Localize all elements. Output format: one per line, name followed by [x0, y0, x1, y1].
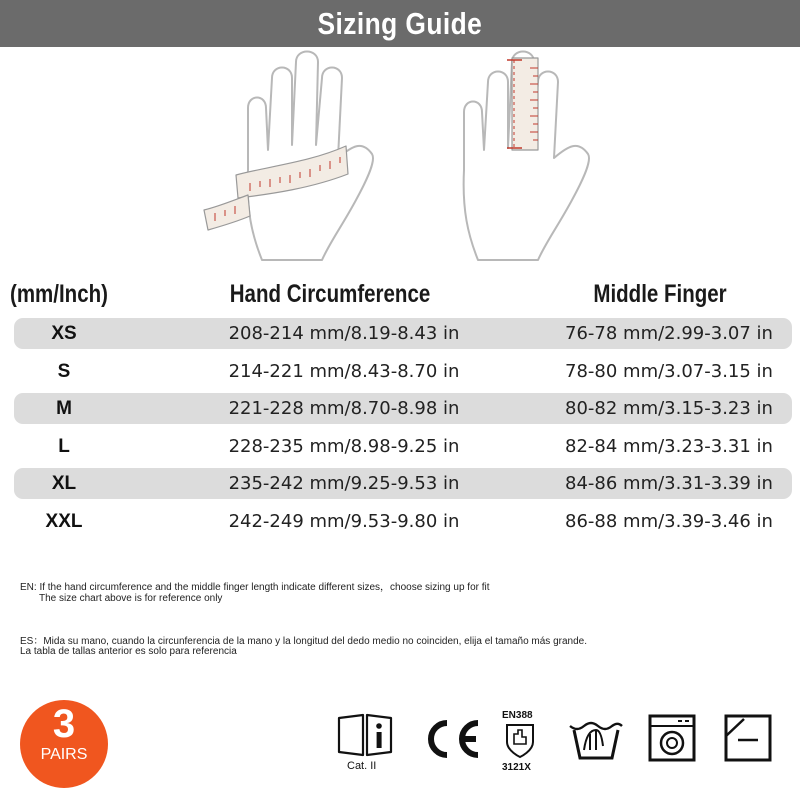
middle-finger-illustration: [464, 52, 589, 261]
title-bar: [0, 0, 800, 47]
hand-wash-icon: [568, 716, 624, 760]
instructions-info-icon: [336, 712, 394, 758]
size-label: S: [57, 361, 71, 382]
washing-machine-icon: [648, 714, 696, 762]
note-en-line2: The size chart above is for reference only: [39, 593, 223, 604]
table-row: [14, 393, 792, 424]
size-label: XS: [51, 323, 77, 344]
pairs-count: 3: [52, 702, 76, 746]
en-standard-label: EN388: [502, 710, 533, 721]
finger-value: 78-80 mm/3.07-3.15 in: [565, 361, 773, 382]
hand-value: 235-242 mm/9.25-9.53 in: [228, 473, 460, 494]
tumble-dry-icon: [724, 714, 772, 762]
hand-value: 228-235 mm/8.98-9.25 in: [228, 436, 460, 457]
header-hand-circumference: Hand Circumference: [229, 280, 431, 308]
ce-mark-icon: [418, 716, 484, 762]
finger-value: 84-86 mm/3.31-3.39 in: [565, 473, 773, 494]
table-row: [14, 468, 792, 499]
page-title: Sizing Guide: [317, 5, 483, 41]
note-es-line1: ES：Mida su mano, cuando la circunferencia de la mano y la longitud del dedo medio no coinciden, elija el tamaño más grande.: [20, 636, 588, 647]
en388-shield-icon: [504, 722, 536, 760]
hand-value: 242-249 mm/9.53-9.80 in: [228, 511, 460, 532]
cat-label: Cat. II: [347, 760, 377, 772]
size-label: L: [58, 436, 70, 457]
finger-value: 76-78 mm/2.99-3.07 in: [565, 323, 773, 344]
size-label: XL: [51, 473, 77, 494]
size-label: M: [56, 398, 72, 419]
table-row: [14, 318, 792, 349]
hand-value: 214-221 mm/8.43-8.70 in: [228, 361, 460, 382]
measuring-ruler-finger: [507, 58, 538, 150]
hand-circumference-illustration: [204, 52, 373, 261]
header-middle-finger: Middle Finger: [593, 280, 727, 308]
hands-illustration: [0, 50, 800, 270]
finger-value: 86-88 mm/3.39-3.46 in: [565, 511, 773, 532]
note-en-line1: EN: If the hand circumference and the middle finger length indicate different sizes，choose sizing up for fit: [20, 582, 490, 593]
finger-value: 80-82 mm/3.15-3.23 in: [565, 398, 773, 419]
table-row: [14, 356, 792, 387]
table-row: [14, 431, 792, 462]
size-label: XXL: [45, 511, 83, 532]
pairs-label: PAIRS: [40, 746, 88, 763]
hand-value: 208-214 mm/8.19-8.43 in: [228, 323, 460, 344]
finger-value: 82-84 mm/3.23-3.31 in: [565, 436, 773, 457]
header-unit: (mm/Inch): [10, 280, 108, 308]
hand-value: 221-228 mm/8.70-8.98 in: [228, 398, 460, 419]
pairs-badge: [20, 700, 108, 788]
note-es-line2: La tabla de tallas anterior es solo para referencia: [20, 646, 237, 657]
en-code-label: 3121X: [502, 762, 531, 773]
table-row: [14, 506, 792, 537]
